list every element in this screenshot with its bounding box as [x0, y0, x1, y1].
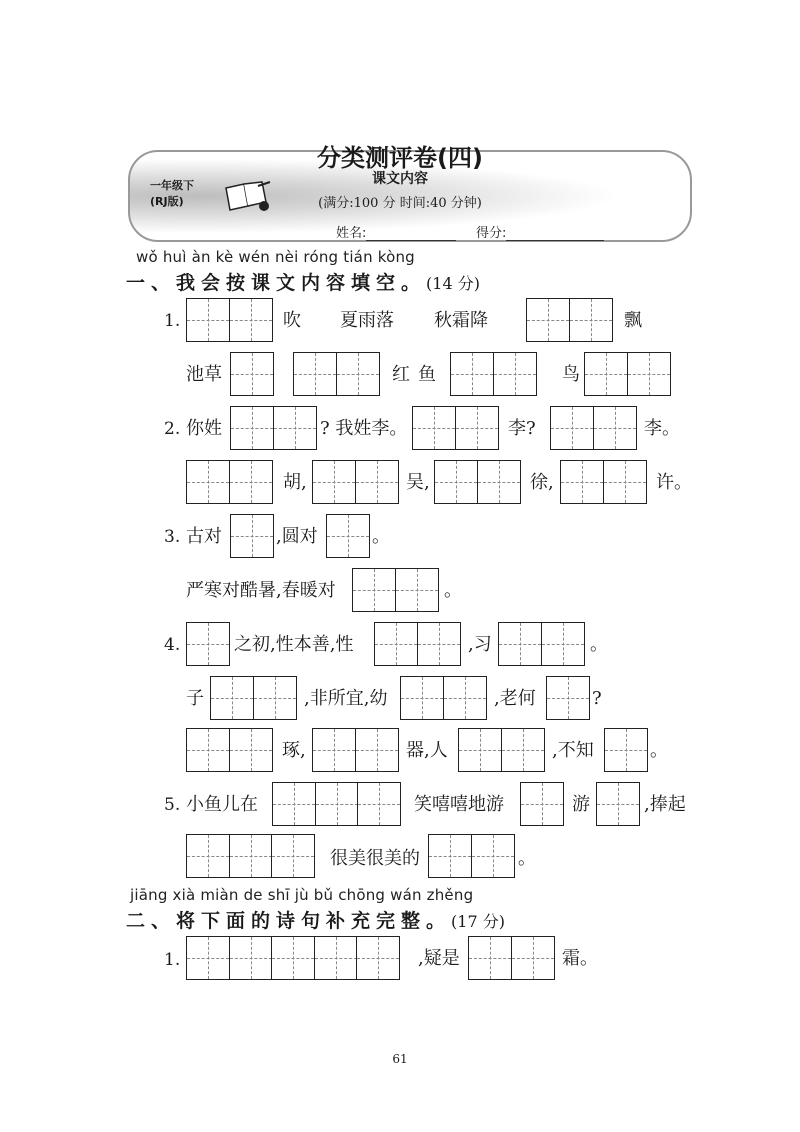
question-text: ? 我姓李。 [320, 418, 408, 439]
answer-cell[interactable] [603, 460, 647, 504]
answer-boxes[interactable] [458, 728, 545, 772]
answer-boxes[interactable] [560, 460, 647, 504]
page-number: 61 [392, 1052, 408, 1066]
s2-q1-number: 1. [164, 950, 181, 970]
question-text: 池草 [186, 364, 222, 385]
question-text: ,不知 [552, 740, 594, 761]
question-text: 。 [518, 848, 536, 869]
answer-cell[interactable] [186, 622, 230, 666]
answer-boxes[interactable] [400, 676, 487, 720]
question-text: 秋霜降 [434, 310, 488, 331]
question-text: 鱼 [418, 364, 436, 385]
answer-boxes[interactable] [604, 728, 648, 772]
answer-boxes[interactable] [526, 298, 613, 342]
answer-cell[interactable] [229, 936, 273, 980]
answer-cell[interactable] [271, 936, 315, 980]
answer-cell[interactable] [352, 568, 396, 612]
question-text: 红 [392, 364, 410, 385]
exam-meta: (满分:100 分 时间:40 分钟) [318, 196, 482, 211]
answer-boxes[interactable] [186, 728, 273, 772]
answer-boxes[interactable] [596, 782, 640, 826]
answer-cell[interactable] [355, 728, 399, 772]
question-text: 吹 [283, 310, 301, 331]
question-text: 。 [444, 580, 462, 601]
answer-boxes[interactable] [230, 514, 274, 558]
answer-cell[interactable] [560, 460, 604, 504]
answer-boxes[interactable] [312, 460, 399, 504]
answer-cell[interactable] [593, 406, 637, 450]
question-text: ,疑是 [418, 948, 460, 969]
answer-boxes[interactable] [468, 936, 555, 980]
answer-cell[interactable] [498, 622, 542, 666]
question-text: 李? [508, 418, 536, 439]
question-text: ,习 [468, 634, 492, 655]
question-text: 笑嘻嘻地游 [414, 794, 504, 815]
question-text: 霜。 [562, 948, 598, 969]
answer-boxes[interactable] [186, 298, 273, 342]
answer-cell[interactable] [526, 298, 570, 342]
answer-boxes[interactable] [186, 622, 230, 666]
answer-cell[interactable] [186, 728, 230, 772]
answer-boxes[interactable] [546, 676, 590, 720]
answer-boxes[interactable] [210, 676, 297, 720]
answer-boxes[interactable] [312, 728, 399, 772]
q4-number: 4. [164, 635, 181, 655]
answer-cell[interactable] [400, 676, 444, 720]
answer-boxes[interactable] [520, 782, 564, 826]
section2-pinyin: jiāng xià miàn de shī jù bǔ chōng wán zhěng [130, 886, 474, 904]
question-text: 小鱼儿在 [186, 794, 258, 815]
answer-boxes[interactable] [186, 936, 400, 980]
question-text: 琢, [282, 740, 306, 761]
question-text: 。 [590, 634, 608, 655]
answer-cell[interactable] [229, 460, 273, 504]
grade-text: 一年级下 [150, 179, 194, 192]
answer-cell[interactable] [357, 782, 401, 826]
edition-text: (RJ版) [150, 195, 184, 208]
q1-number: 1. [164, 311, 181, 331]
question-text: 很美很美的 [330, 848, 420, 869]
answer-cell[interactable] [550, 406, 594, 450]
answer-cell[interactable] [569, 298, 613, 342]
answer-boxes[interactable] [428, 834, 515, 878]
answer-cell[interactable] [596, 782, 640, 826]
answer-cell[interactable] [230, 514, 274, 558]
answer-cell[interactable] [520, 782, 564, 826]
answer-cell[interactable] [273, 406, 317, 450]
question-text: 。 [372, 526, 390, 547]
answer-cell[interactable] [229, 298, 273, 342]
answer-cell[interactable] [293, 352, 337, 396]
q2-number: 2. [164, 419, 181, 439]
question-text: 胡, [283, 472, 307, 493]
answer-boxes[interactable] [326, 514, 370, 558]
answer-cell[interactable] [417, 622, 461, 666]
answer-cell[interactable] [314, 936, 358, 980]
question-text: 你姓 [186, 418, 222, 439]
question-text: 鸟 [562, 364, 580, 385]
answer-cell[interactable] [186, 460, 230, 504]
answer-cell[interactable] [230, 352, 274, 396]
section1-pinyin: wǒ huì àn kè wén nèi róng tián kòng [136, 248, 415, 266]
section1-heading: 一、我会按课文内容填空。(14 分) [126, 272, 480, 294]
answer-cell[interactable] [434, 460, 478, 504]
answer-cell[interactable] [493, 352, 537, 396]
answer-boxes[interactable] [186, 834, 315, 878]
page-subtitle: 课文内容 [372, 171, 428, 187]
question-text: ,非所宜,幼 [304, 688, 388, 709]
answer-boxes[interactable] [272, 782, 401, 826]
answer-cell[interactable] [627, 352, 671, 396]
answer-cell[interactable] [604, 728, 648, 772]
answer-cell[interactable] [229, 834, 273, 878]
question-text: 徐, [530, 472, 554, 493]
answer-boxes[interactable] [434, 460, 521, 504]
question-text: 飘 [624, 310, 642, 331]
answer-boxes[interactable] [230, 406, 317, 450]
answer-cell[interactable] [477, 460, 521, 504]
answer-cell[interactable] [326, 514, 370, 558]
question-text: 游 [572, 794, 590, 815]
answer-boxes[interactable] [450, 352, 537, 396]
answer-cell[interactable] [312, 460, 356, 504]
answer-cell[interactable] [186, 298, 230, 342]
answer-boxes[interactable] [352, 568, 439, 612]
answer-cell[interactable] [584, 352, 628, 396]
question-text: ,捧起 [644, 794, 686, 815]
question-text: ,圆对 [276, 526, 318, 547]
question-text: 夏雨落 [340, 310, 394, 331]
answer-cell[interactable] [230, 406, 274, 450]
name-field[interactable]: 姓名: [336, 222, 456, 241]
answer-cell[interactable] [501, 728, 545, 772]
answer-cell[interactable] [355, 460, 399, 504]
answer-cell[interactable] [253, 676, 297, 720]
section2-heading: 二、将下面的诗句补充完整。(17 分) [126, 910, 505, 932]
question-text: 李。 [644, 418, 680, 439]
question-text: 之初,性本善,性 [234, 634, 354, 655]
answer-cell[interactable] [450, 352, 494, 396]
answer-cell[interactable] [210, 676, 254, 720]
page-title: 分类测评卷(四) [317, 144, 483, 172]
question-text: 。 [650, 740, 668, 761]
answer-cell[interactable] [458, 728, 502, 772]
question-text: 子 [186, 688, 204, 709]
answer-cell[interactable] [428, 834, 472, 878]
q3-number: 3. [164, 527, 181, 547]
answer-cell[interactable] [546, 676, 590, 720]
answer-cell[interactable] [271, 834, 315, 878]
answer-cell[interactable] [511, 936, 555, 980]
answer-cell[interactable] [315, 782, 359, 826]
answer-cell[interactable] [395, 568, 439, 612]
answer-cell[interactable] [312, 728, 356, 772]
answer-boxes[interactable] [412, 406, 499, 450]
answer-boxes[interactable] [293, 352, 380, 396]
answer-cell[interactable] [412, 406, 456, 450]
question-text: 许。 [656, 472, 692, 493]
question-text: 严寒对酷暑,春暖对 [186, 580, 336, 601]
question-text: ? [592, 688, 602, 709]
answer-boxes[interactable] [230, 352, 274, 396]
answer-cell[interactable] [186, 936, 230, 980]
answer-cell[interactable] [272, 782, 316, 826]
answer-cell[interactable] [468, 936, 512, 980]
question-text: 器,人 [406, 740, 448, 761]
answer-boxes[interactable] [550, 406, 637, 450]
answer-cell[interactable] [541, 622, 585, 666]
question-text: 吴, [406, 472, 430, 493]
answer-cell[interactable] [443, 676, 487, 720]
question-text: ,老何 [494, 688, 536, 709]
q5-number: 5. [164, 795, 181, 815]
score-field[interactable]: 得分: [476, 222, 604, 241]
answer-cell[interactable] [186, 834, 230, 878]
question-text: 古对 [186, 526, 222, 547]
answer-cell[interactable] [455, 406, 499, 450]
answer-cell[interactable] [471, 834, 515, 878]
answer-boxes[interactable] [498, 622, 585, 666]
answer-cell[interactable] [336, 352, 380, 396]
answer-boxes[interactable] [186, 460, 273, 504]
answer-cell[interactable] [356, 936, 400, 980]
answer-cell[interactable] [229, 728, 273, 772]
answer-cell[interactable] [374, 622, 418, 666]
answer-boxes[interactable] [374, 622, 461, 666]
answer-boxes[interactable] [584, 352, 671, 396]
